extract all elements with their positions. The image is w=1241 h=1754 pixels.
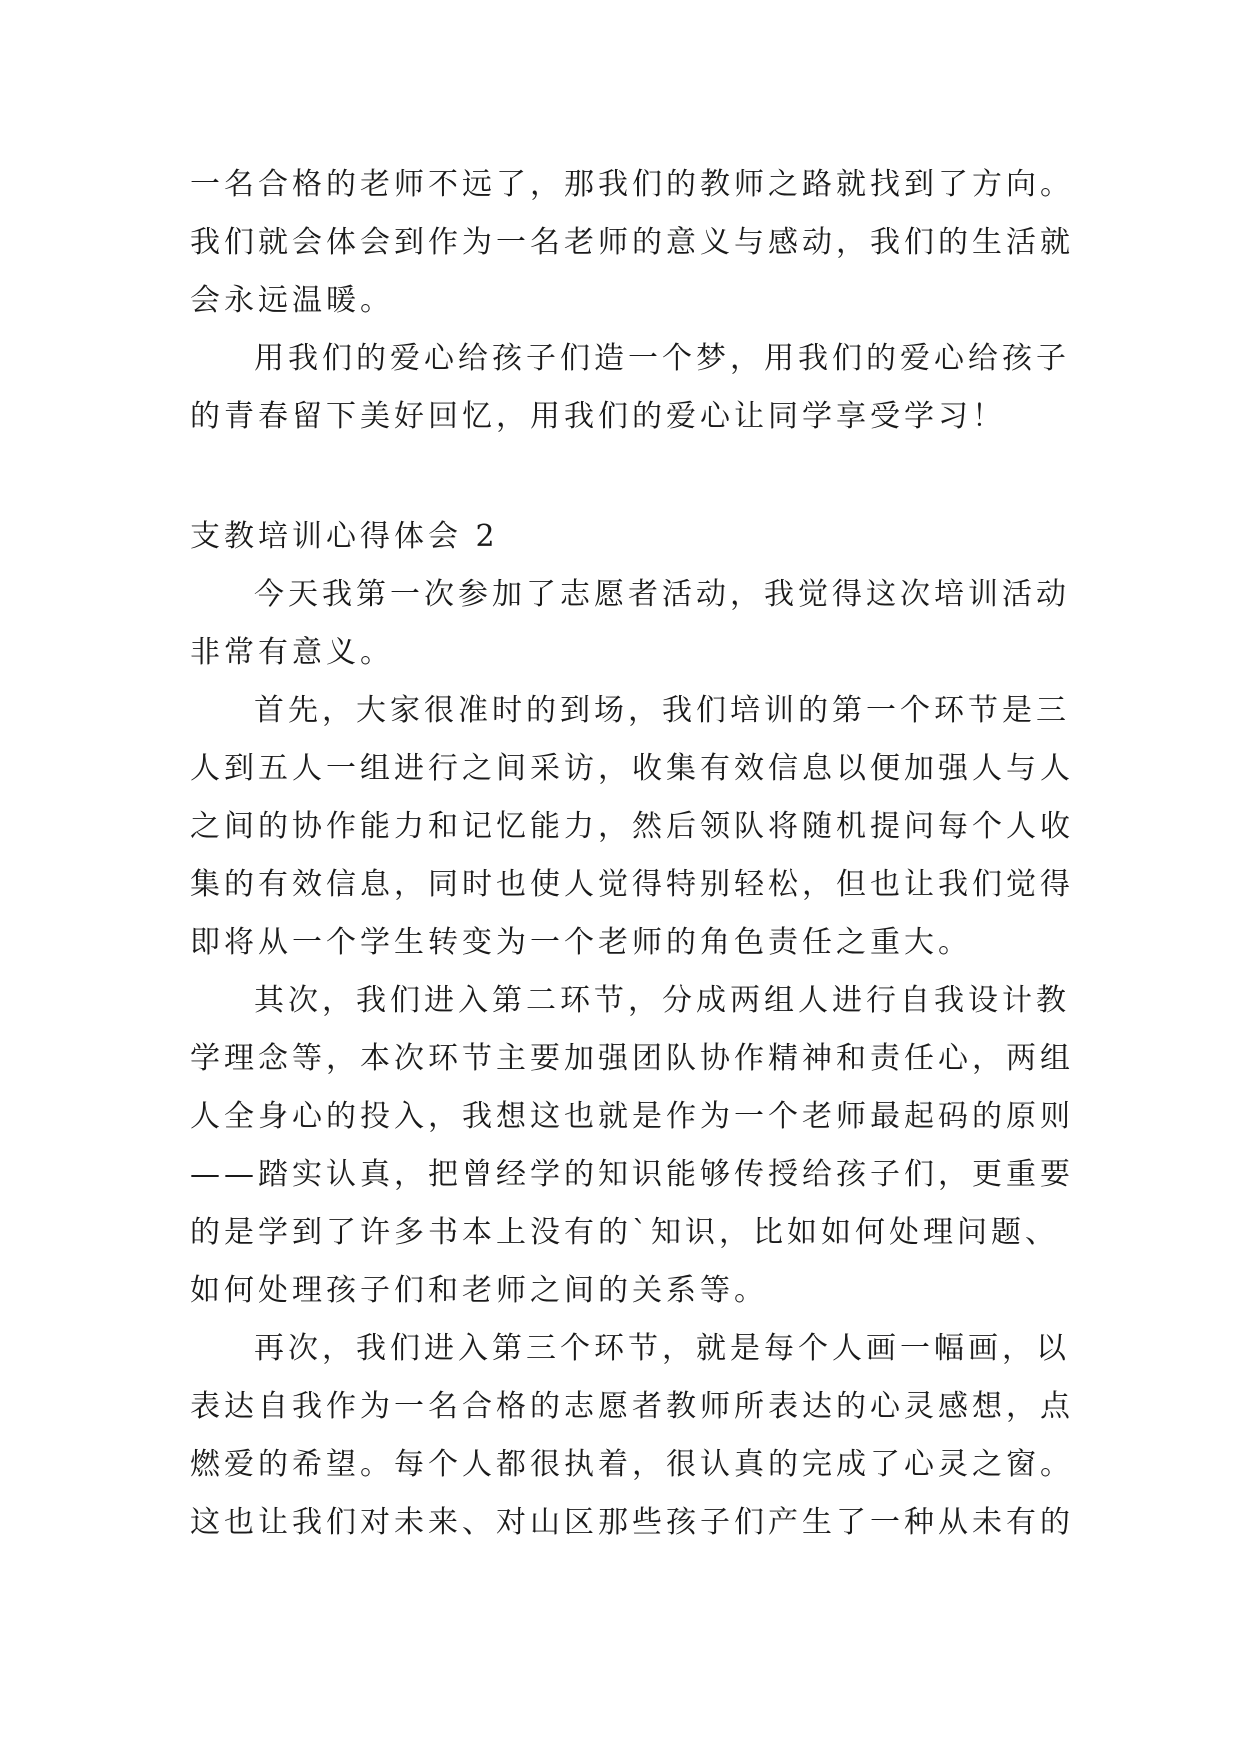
text-line: 非常有意义。: [190, 635, 394, 670]
paragraph: [190, 972, 1074, 1320]
text-line: 人到五人一组进行之间采访，收集有效信息以便加强人与人: [190, 751, 1074, 786]
text-line: 我们就会体会到作为一名老师的意义与感动，我们的生活就: [190, 225, 1074, 260]
text-line: 的是学到了许多书本上没有的`知识，比如如何处理问题、: [190, 1215, 1059, 1250]
text-line: 一名合格的老师不远了，那我们的教师之路就找到了方向。: [190, 167, 1074, 202]
text-line: 人全身心的投入，我想这也就是作为一个老师最起码的原则: [190, 1099, 1074, 1134]
text-line: 今天我第一次参加了志愿者活动，我觉得这次培训活动: [254, 577, 1070, 612]
text-line: 之间的协作能力和记忆能力，然后领队将随机提问每个人收: [190, 809, 1074, 844]
text-line: 即将从一个学生转变为一个老师的角色责任之重大。: [190, 925, 972, 960]
text-line: 燃爱的希望。每个人都很执着，很认真的完成了心灵之窗。: [190, 1447, 1074, 1482]
section-gap: [190, 446, 1068, 508]
text-line: 首先，大家很准时的到场，我们培训的第一个环节是三: [254, 693, 1070, 728]
text-line: 集的有效信息，同时也使人觉得特别轻松，但也让我们觉得: [190, 867, 1074, 902]
text-line: 其次，我们进入第二环节，分成两组人进行自我设计教: [254, 983, 1070, 1018]
paragraph: [190, 566, 1068, 682]
paragraph-continued: [190, 156, 1074, 330]
document-body: [190, 156, 1074, 1552]
text-line: 学理念等，本次环节主要加强团队协作精神和责任心，两组: [190, 1041, 1074, 1076]
text-line: 如何处理孩子们和老师之间的关系等。: [190, 1273, 768, 1308]
text-line: 再次，我们进入第三个环节，就是每个人画一幅画，以: [254, 1331, 1070, 1366]
section-heading: 支教培训心得体会 2: [190, 519, 499, 554]
text-line: 用我们的爱心给孩子们造一个梦，用我们的爱心给孩子: [254, 341, 1070, 376]
text-line: 表达自我作为一名合格的志愿者教师所表达的心灵感想，点: [190, 1389, 1074, 1424]
text-line: 这也让我们对未来、对山区那些孩子们产生了一种从未有的: [190, 1505, 1074, 1540]
paragraph: [190, 682, 1074, 972]
paragraph: [190, 1320, 1074, 1552]
text-line: 会永远温暖。: [190, 283, 394, 318]
text-line: 的青春留下美好回忆，用我们的爱心让同学享受学习！: [190, 399, 1006, 434]
text-line: ——踏实认真，把曾经学的知识能够传授给孩子们，更重要: [190, 1157, 1074, 1192]
paragraph: [190, 330, 1068, 446]
